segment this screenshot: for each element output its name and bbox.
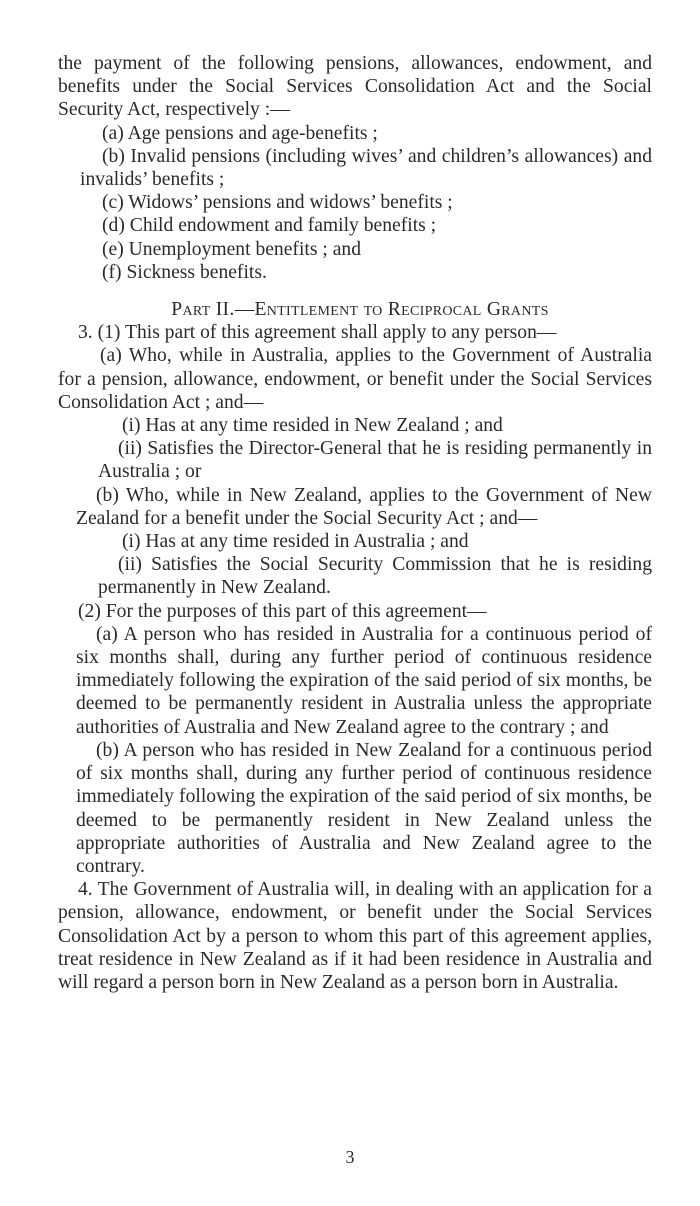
intro-paragraph: the payment of the following pensions, allowances, endowment, and benefits under the Social Services Consolidation Act and the Social Security Act, respectively :— xyxy=(58,53,652,121)
clause-3-1-a: (a) Who, while in Australia, applies to the Government of Australia for a pension, allowance, endowment, or benefit under the Social Services Consolidation Act ; and— xyxy=(58,345,652,413)
page-number: 3 xyxy=(345,1147,355,1167)
clause-3-2-a: (a) A person who has resided in Australia for a continuous period of six months shall, during any further period of continuous residence immediately following the expiration of the said period of six months, be deemed to be permanently resident in Australia unless the appropriate authorities of Australia and New Zealand agree to the contrary ; and xyxy=(76,623,652,738)
list-item-b: (b) Invalid pensions (including wives’ and children’s allowances) and invalids’ benefits ; xyxy=(80,145,652,191)
clause-3-1-a-i: (i) Has at any time resided in New Zealand ; and xyxy=(122,415,503,437)
list-item-c: (c) Widows’ pensions and widows’ benefits ; xyxy=(102,192,453,214)
benefits-list xyxy=(58,122,652,284)
list-item-e: (e) Unemployment benefits ; and xyxy=(102,238,361,260)
list-item-d: (d) Child endowment and family benefits ; xyxy=(102,215,437,237)
clause-3-1-b: (b) Who, while in New Zealand, applies to the Government of New Zealand for a benefit under the Social Security Act ; and— xyxy=(76,484,652,529)
part-heading: Part II.—Entitlement to Reciprocal Grants xyxy=(171,299,549,321)
clause-3-1-b-i: (i) Has at any time resided in Australia ; and xyxy=(122,531,469,553)
clause-4: 4. The Government of Australia will, in dealing with an application for a pension, allowance, endowment, or benefit under the Social Services Consolidation Act by a person to whom this part of this agreement applies, treat residence in New Zealand as if it had been residence in Australia and will regard a person born in New Zealand as a person born in Australia. xyxy=(58,879,652,993)
clause-3-1-a-ii: (ii) Satisfies the Director-General that he is residing permanently in Australia ; or xyxy=(98,438,652,483)
clause-3-1: 3. (1) This part of this agreement shall apply to any person— xyxy=(78,322,557,344)
clause-3-1-b-ii: (ii) Satisfies the Social Security Commission that he is residing permanently in New Zealand. xyxy=(98,554,652,599)
document-page xyxy=(58,52,652,994)
clause-3-2-b: (b) A person who has resided in New Zealand for a continuous period of six months shall, during any further period of continuous residence immediately following the expiration of the said period of six months, be deemed to be permanently resident in New Zealand unless the appropriate authorities of Australia and New Zealand agree to the contrary. xyxy=(76,739,652,877)
list-item-a: (a) Age pensions and age-benefits ; xyxy=(102,122,378,144)
clause-3-2: (2) For the purposes of this part of this agreement— xyxy=(78,600,487,622)
list-item-f: (f) Sickness benefits. xyxy=(102,261,267,283)
